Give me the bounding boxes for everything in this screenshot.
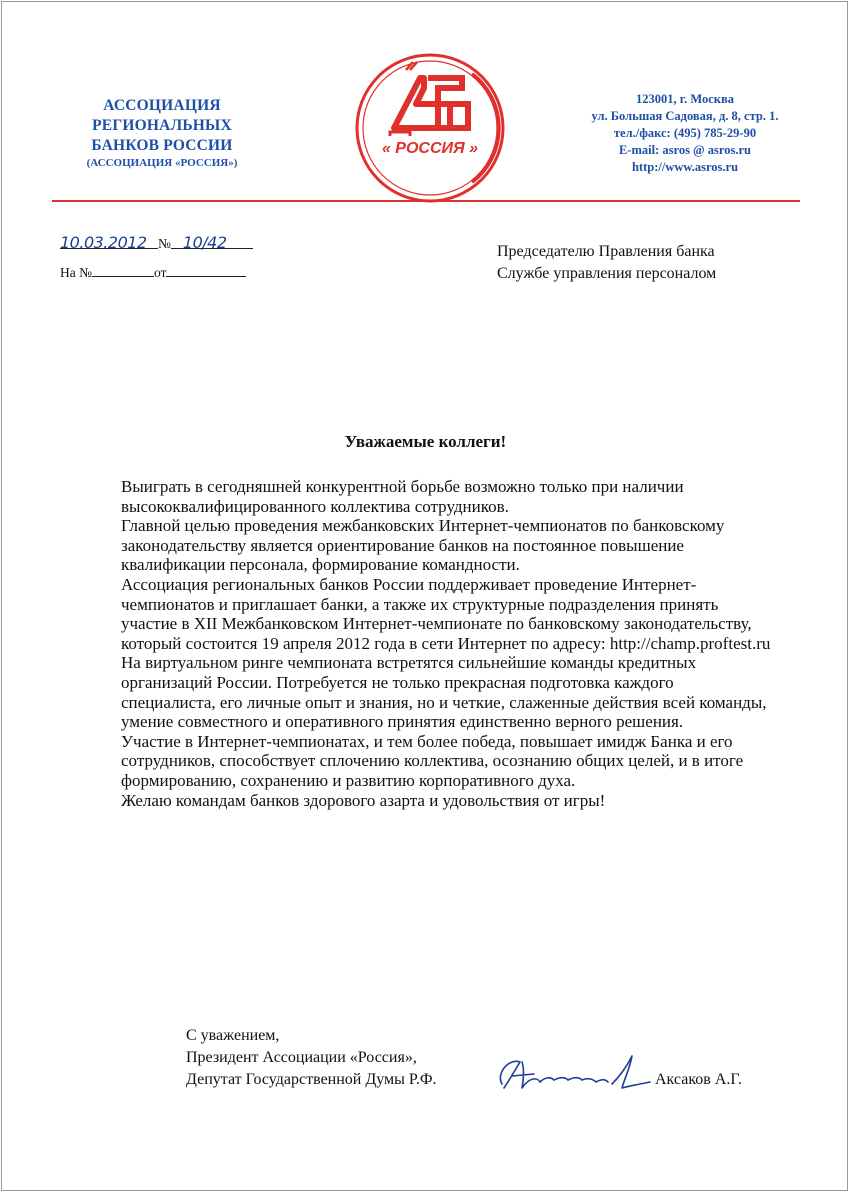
addressee-line: Службе управления персоналом <box>497 265 717 282</box>
org-name-line: РЕГИОНАЛЬНЫХ <box>92 117 232 134</box>
date-field <box>60 233 158 252</box>
header-divider <box>52 200 800 202</box>
org-name-line: АССОЦИАЦИЯ <box>103 97 221 114</box>
body-paragraph: Желаю командам банков здорового азарта и удовольствия от игры! <box>121 790 606 810</box>
closing-line: Депутат Государственной Думы Р.Ф. <box>186 1071 437 1088</box>
reply-number-blank <box>92 262 154 277</box>
reply-date-label: от <box>154 265 167 280</box>
contact-details <box>560 91 810 176</box>
body-paragraph: Выиграть в сегодняшней конкурентной борьбе возможно только при наличии высококвалифицированного коллектива сотрудников. <box>121 477 684 516</box>
greeting: Уважаемые коллеги! <box>344 432 507 451</box>
reply-date-blank <box>166 262 246 277</box>
contact-line: тел./факс: (495) 785-29-90 <box>613 126 757 140</box>
body-paragraph: Главной целью проведения межбанковских Интернет-чемпионатов по банковскому законодательству является ориентирование банков на постоянное повышение квалификации персонала, формирование командности. <box>121 516 725 575</box>
contact-line: 123001, г. Москва <box>636 92 734 106</box>
org-name-line: БАНКОВ РОССИИ <box>91 137 233 154</box>
contact-line: E-mail: asros @ asros.ru <box>618 143 751 157</box>
handwritten-signature <box>494 1048 654 1100</box>
closing-line: Президент Ассоциации «Россия», <box>186 1049 417 1066</box>
body-paragraph: Участие в Интернет-чемпионатах, и тем более победа, повышает имидж Банка и его сотрудников, способствует сплочению коллектива, осознанию общих целей, и в итоге формированию, сохранению и развитию корпоративного духа. <box>121 731 744 790</box>
association-logo <box>350 48 510 208</box>
number-field <box>171 233 253 252</box>
handwritten-number: 10/42 <box>182 233 227 252</box>
handwritten-date: 10.03.2012 <box>60 233 147 252</box>
reply-reference <box>60 262 246 282</box>
contact-line: http://www.asros.ru <box>631 160 739 174</box>
closing-line: С уважением, <box>186 1027 280 1044</box>
logo-caption: « РОССИЯ » <box>381 140 479 157</box>
outgoing-reference <box>60 234 253 253</box>
closing <box>186 1025 436 1091</box>
body-paragraph: Ассоциация региональных банков России поддерживает проведение Интернет-чемпионатов и приглашает банки, а также их структурные подразделения принять участие в XII Межбанковском Интернет-чемпионате по банковскому законодательству, который состоится 19 апреля 2012 года в сети Интернет по адресу: http://champ.proftest.ru <box>121 574 771 653</box>
addressee <box>497 241 716 285</box>
letter-body <box>121 477 771 810</box>
organization-name <box>52 96 272 171</box>
body-paragraph: На виртуальном ринге чемпионата встретятся сильнейшие команды кредитных организаций России. Потребуется не только прекрасная подготовка каждого специалиста, его личные опыт и знания, но и четкие, слаженные действия всей команды, умение совместного и оперативного принятия единственно верного решения. <box>121 653 767 732</box>
signer-name: Аксаков А.Г. <box>655 1071 742 1088</box>
number-sign: № <box>158 236 171 251</box>
org-short-name: (АССОЦИАЦИЯ «РОССИЯ») <box>86 157 238 169</box>
reply-number-label: На № <box>60 265 92 280</box>
contact-line: ул. Большая Садовая, д. 8, стр. 1. <box>591 109 779 123</box>
addressee-line: Председателю Правления банка <box>497 243 715 260</box>
